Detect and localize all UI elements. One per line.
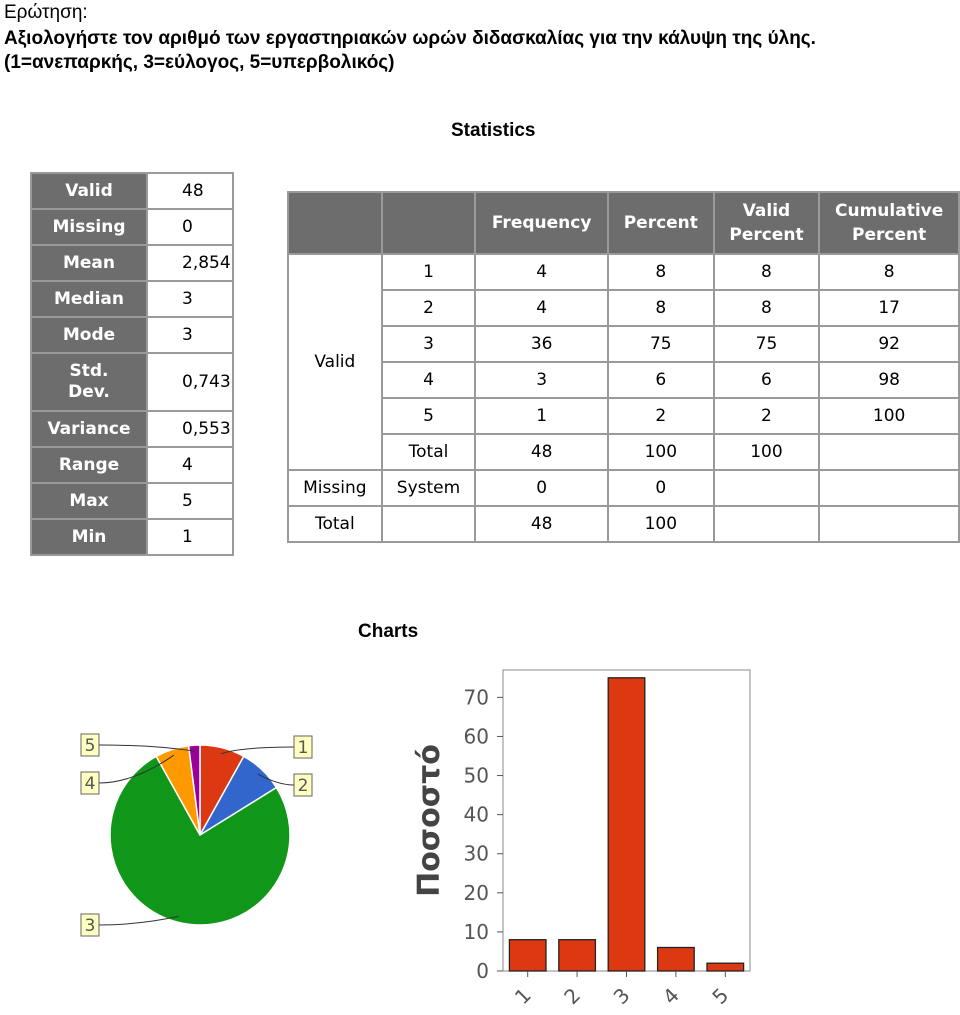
header-cell: Percent bbox=[608, 192, 714, 254]
table-row bbox=[288, 326, 959, 362]
stats-label: Mean bbox=[31, 245, 147, 281]
stats-label bbox=[31, 353, 147, 411]
stats-row bbox=[31, 281, 233, 317]
table-row bbox=[288, 254, 959, 290]
stats-label: Missing bbox=[31, 209, 147, 245]
table-cell: 100 bbox=[819, 398, 959, 434]
stats-value: 2,854 bbox=[147, 245, 233, 281]
question-text bbox=[4, 27, 954, 75]
table-cell: 48 bbox=[475, 434, 608, 470]
pie-label: 4 bbox=[84, 774, 96, 794]
question-line-2: (1=ανεπαρκής, 3=εύλογος, 5=υπερβολικός) bbox=[4, 52, 395, 73]
bar bbox=[559, 940, 596, 971]
stats-value: 5 bbox=[147, 483, 233, 519]
table-cell: 6 bbox=[608, 362, 714, 398]
y-tick-label: 40 bbox=[463, 802, 489, 827]
table-cell: 6 bbox=[714, 362, 820, 398]
stats-value: 3 bbox=[147, 281, 233, 317]
table-cell: 8 bbox=[714, 254, 820, 290]
table-cell: 100 bbox=[608, 434, 714, 470]
table-cell bbox=[382, 506, 476, 542]
table-row bbox=[288, 290, 959, 326]
bar bbox=[658, 948, 695, 972]
bar bbox=[707, 963, 744, 971]
header-cell: Valid Percent bbox=[714, 192, 820, 254]
table-row bbox=[288, 470, 959, 506]
table-cell: 4 bbox=[475, 290, 608, 326]
statistics-title: Statistics bbox=[451, 120, 536, 141]
stats-label: Mode bbox=[31, 317, 147, 353]
table-cell: 4 bbox=[382, 362, 476, 398]
stats-label: Max bbox=[31, 483, 147, 519]
frequency-table bbox=[287, 191, 960, 543]
stats-label-line: Dev. bbox=[68, 382, 110, 402]
frequency-header-row bbox=[288, 192, 959, 254]
table-cell: Total bbox=[382, 434, 476, 470]
table-cell: 2 bbox=[382, 290, 476, 326]
table-cell: 1 bbox=[382, 254, 476, 290]
table-cell: 5 bbox=[382, 398, 476, 434]
charts-title: Charts bbox=[358, 621, 419, 642]
y-tick-label: 10 bbox=[463, 919, 489, 944]
stats-label: Valid bbox=[31, 173, 147, 209]
stats-row bbox=[31, 209, 233, 245]
table-cell bbox=[819, 434, 959, 470]
pie-label: 3 bbox=[84, 916, 96, 936]
header-cell: Frequency bbox=[475, 192, 608, 254]
table-cell: 98 bbox=[819, 362, 959, 398]
table-cell: 3 bbox=[382, 326, 476, 362]
x-tick-label: 4 bbox=[657, 983, 684, 1010]
table-cell: 8 bbox=[608, 290, 714, 326]
table-cell: 92 bbox=[819, 326, 959, 362]
bar-chart bbox=[405, 660, 770, 1015]
stats-row bbox=[31, 173, 233, 209]
y-tick-label: 50 bbox=[463, 763, 489, 788]
table-cell: 75 bbox=[608, 326, 714, 362]
y-tick-label: 0 bbox=[476, 959, 489, 983]
table-cell: 8 bbox=[714, 290, 820, 326]
table-cell: 100 bbox=[608, 506, 714, 542]
table-cell: 75 bbox=[714, 326, 820, 362]
table-cell: 17 bbox=[819, 290, 959, 326]
y-tick-label: 60 bbox=[463, 724, 489, 749]
stats-label: Min bbox=[31, 519, 147, 555]
statistics-table bbox=[30, 172, 234, 556]
table-cell bbox=[819, 506, 959, 542]
question-label: Ερώτηση: bbox=[4, 2, 88, 23]
bar bbox=[608, 678, 645, 971]
y-tick-label: 30 bbox=[463, 841, 489, 866]
stats-value: 3 bbox=[147, 317, 233, 353]
table-cell bbox=[714, 506, 820, 542]
table-row bbox=[288, 398, 959, 434]
table-cell: 1 bbox=[475, 398, 608, 434]
stats-label: Variance bbox=[31, 411, 147, 447]
stats-row bbox=[31, 411, 233, 447]
table-cell: 100 bbox=[714, 434, 820, 470]
table-cell: 8 bbox=[608, 254, 714, 290]
pie-chart bbox=[60, 715, 360, 950]
stats-row bbox=[31, 317, 233, 353]
valid-group-label: Valid bbox=[288, 254, 382, 470]
y-tick-label: 70 bbox=[463, 685, 489, 710]
stats-value: 4 bbox=[147, 447, 233, 483]
pie-label: 2 bbox=[297, 776, 309, 796]
y-axis-label: Ποσοστό bbox=[412, 744, 447, 897]
question-line-1: Αξιολογήστε τον αριθμό των εργαστηριακών ωρών διδασκαλίας για την κάλυψη της ύλης. bbox=[4, 28, 816, 49]
stats-value: 0 bbox=[147, 209, 233, 245]
stats-value: 0,743 bbox=[147, 353, 233, 411]
table-cell: 36 bbox=[475, 326, 608, 362]
header-cell bbox=[382, 192, 476, 254]
table-cell: 2 bbox=[714, 398, 820, 434]
x-tick-label: 3 bbox=[608, 983, 635, 1010]
table-cell: 8 bbox=[819, 254, 959, 290]
stats-value: 48 bbox=[147, 173, 233, 209]
x-tick-label: 1 bbox=[509, 983, 536, 1010]
header-cell bbox=[288, 192, 382, 254]
table-cell: System bbox=[382, 470, 476, 506]
stats-row bbox=[31, 483, 233, 519]
stats-row bbox=[31, 353, 233, 411]
table-cell: 3 bbox=[475, 362, 608, 398]
table-cell bbox=[819, 470, 959, 506]
stats-row bbox=[31, 447, 233, 483]
stats-row bbox=[31, 245, 233, 281]
stats-label: Median bbox=[31, 281, 147, 317]
pie-label: 5 bbox=[84, 736, 96, 756]
pie-label: 1 bbox=[297, 738, 309, 758]
table-cell bbox=[714, 470, 820, 506]
total-group-label: Total bbox=[288, 506, 382, 542]
table-cell: 0 bbox=[475, 470, 608, 506]
stats-label: Range bbox=[31, 447, 147, 483]
table-cell: 0 bbox=[608, 470, 714, 506]
header-cell: Cumulative Percent bbox=[819, 192, 959, 254]
bar bbox=[509, 940, 546, 971]
stats-row bbox=[31, 519, 233, 555]
stats-value: 0,553 bbox=[147, 411, 233, 447]
stats-label-line: Std. bbox=[69, 361, 109, 381]
stats-value: 1 bbox=[147, 519, 233, 555]
table-row bbox=[288, 434, 959, 470]
missing-group-label: Missing bbox=[288, 470, 382, 506]
table-row bbox=[288, 506, 959, 542]
x-tick-label: 2 bbox=[559, 983, 586, 1010]
table-cell: 48 bbox=[475, 506, 608, 542]
table-row bbox=[288, 362, 959, 398]
table-cell: 4 bbox=[475, 254, 608, 290]
x-tick-label: 5 bbox=[707, 983, 734, 1010]
table-cell: 2 bbox=[608, 398, 714, 434]
y-tick-label: 20 bbox=[463, 880, 489, 905]
